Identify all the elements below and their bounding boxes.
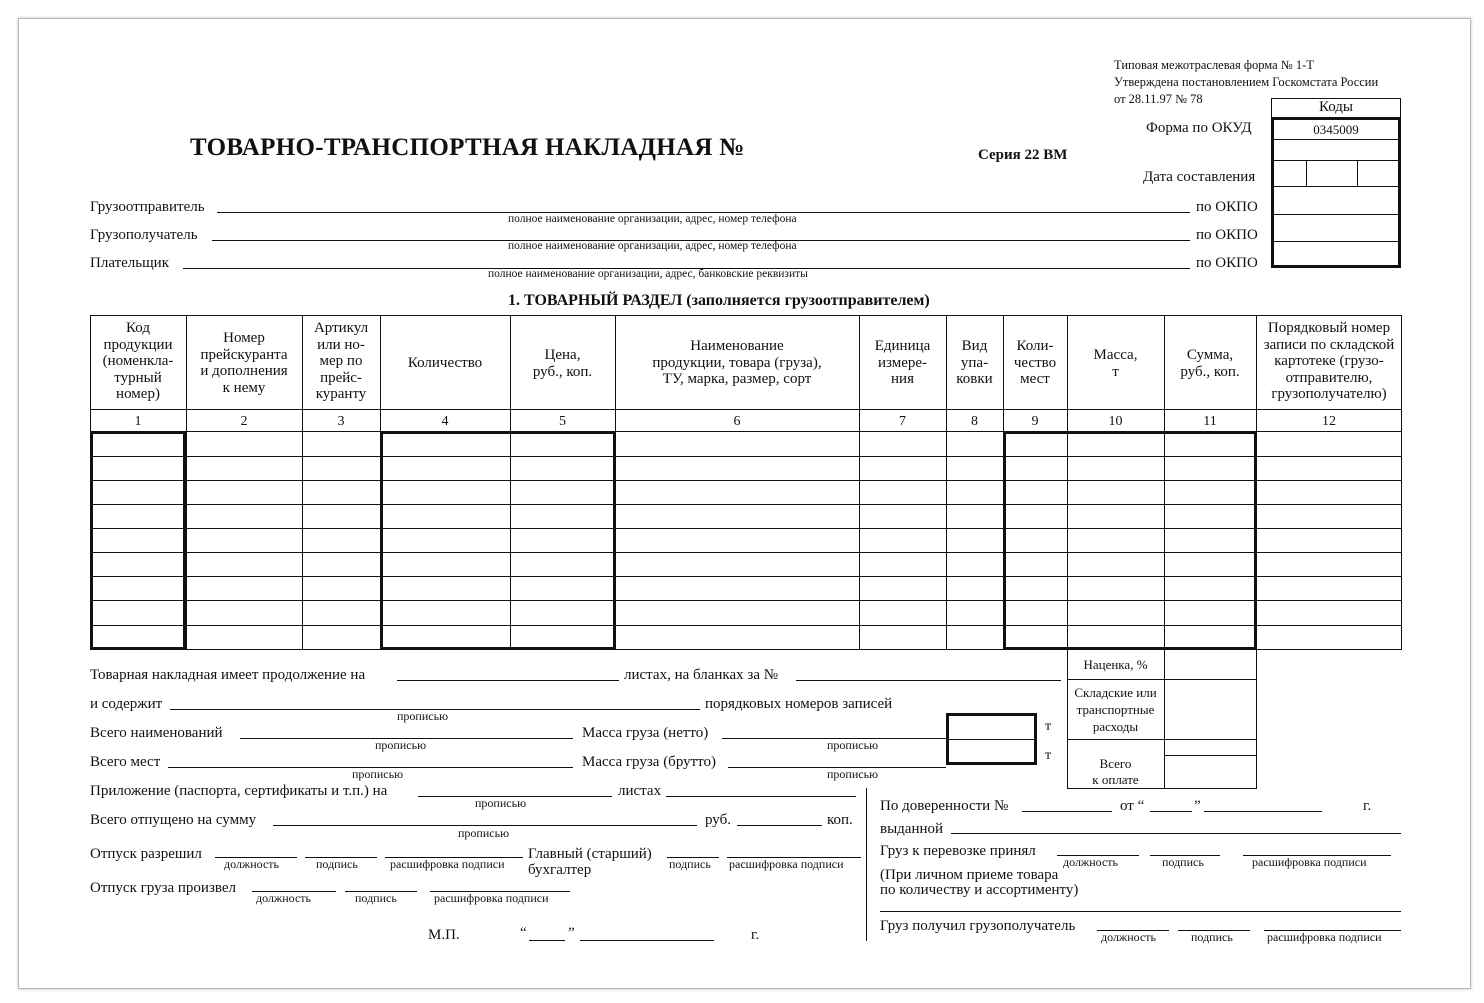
position-hint-1: должность [224,857,279,871]
payer-label: Плательщик [90,255,169,271]
in-words-hint-3: прописью [352,767,404,781]
section-title: 1. ТОВАРНЫЙ РАЗДЕЛ (заполняется грузоотправителем) [508,292,930,309]
shipper-okpo-label: по ОКПО [1196,199,1258,215]
gross-mass-label: Масса груза (брутто) [582,754,717,770]
date-label: Дата составления [1143,169,1256,185]
sheets-label: листах [618,783,662,799]
col-number-5: 5 [559,414,566,429]
released-sum-label: Всего отпущено на сумму [90,812,257,828]
col-number-4: 4 [441,414,449,429]
codes-header: Коды [1318,99,1354,115]
signature-hint-3: подпись [1162,855,1204,869]
rub-label: руб. [705,812,731,828]
form-approval-line: Утверждена постановлением Госкомстата России [1114,75,1379,89]
date-quote-close: ” [568,925,575,941]
stamp-label: М.П. [428,927,460,943]
signature-hint-accountant: подпись [669,857,711,871]
signature-hint-1: подпись [316,857,358,871]
issued-label: выданной [880,821,944,837]
position-hint-3: должность [1063,855,1118,869]
total-items-label: Всего наименований [90,725,223,741]
form-date-line: от 28.11.97 № 78 [1114,92,1203,106]
total-payment-label: Всего к оплате [1092,756,1139,787]
cargo-received-label: Груз получил грузополучатель [880,918,1076,934]
col-header-5: Цена, руб., коп. [532,347,593,380]
markup-label: Наценка, % [1083,657,1148,672]
ton-unit-gross: т [1045,748,1052,763]
col-number-12: 12 [1322,414,1336,429]
col-header-6: Наименование продукции, товара (груза), ТУ, марка, размер, сорт [652,338,822,387]
col-header-2: Номер прейскуранта и дополнения к нему [200,330,288,396]
consignee-label: Грузополучатель [90,227,198,243]
in-words-hint-5: прописью [458,826,510,840]
in-words-hint-2: прописью [375,738,427,752]
date-quote-open: “ [520,925,527,941]
col-header-3: Артикул или но- мер по прейс- куранту [313,320,369,402]
ton-unit-net: т [1045,719,1052,734]
col-header-8: Вид упа- ковки [956,338,993,387]
in-words-hint-net: прописью [827,738,879,752]
release-allowed-label: Отпуск разрешил [90,846,202,862]
decoding-hint-2: расшифровка подписи [434,891,549,905]
okud-label: Форма по ОКУД [1146,120,1252,136]
total-places-label: Всего мест [90,754,161,770]
signature-hint-4: подпись [1191,930,1233,944]
net-mass-label: Масса груза (нетто) [582,725,709,741]
release-made-label: Отпуск груза произвел [90,880,237,896]
document-title: ТОВАРНО-ТРАНСПОРТНАЯ НАКЛАДНАЯ № [190,134,745,161]
thick-block-places-sum [1003,431,1257,650]
col-number-11: 11 [1203,414,1217,429]
sheets-forms-label: листах, на бланках за № [624,667,779,683]
col-header-11: Сумма, руб., коп. [1180,347,1240,380]
cargo-accepted-label: Груз к перевозке принял [880,843,1036,859]
payer-okpo-label: по ОКПО [1196,255,1258,271]
record-numbers-label: порядковых номеров записей [705,696,893,712]
personal-acceptance-note: (При личном приеме товара по количеству и ассортименту) [880,867,1079,898]
kop-label: коп. [827,812,853,828]
in-words-hint-gross: прописью [827,767,879,781]
col-number-9: 9 [1031,414,1039,429]
col-header-1: Код продукции (номенкла- турный номер) [102,320,174,402]
col-number-8: 8 [971,414,978,429]
consignee-hint: полное наименование организации, адрес, номер телефона [508,240,797,252]
thick-block-code [90,431,186,650]
expenses-label: Складские или транспортные расходы [1074,685,1157,734]
power-of-attorney-label: По доверенности № [880,798,1009,814]
thick-block-qty-price [380,431,616,650]
year-label-left: г. [751,927,760,943]
col-header-10: Масса, т [1093,347,1138,380]
col-number-7: 7 [899,414,906,429]
decoding-hint-accountant: расшифровка подписи [729,857,844,871]
attachment-label: Приложение (паспорта, сертификаты и т.п.) на [90,783,388,799]
okud-code: 0345009 [1313,122,1359,137]
col-header-4: Количество [407,355,483,371]
series-label: Серия 22 ВМ [978,147,1068,163]
shipper-hint: полное наименование организации, адрес, номер телефона [508,213,797,225]
in-words-hint-4: прописью [475,796,527,810]
form-type-line: Типовая межотраслевая форма № 1-Т [1114,58,1314,72]
decoding-hint-3: расшифровка подписи [1252,855,1367,869]
position-hint-2: должность [256,891,311,905]
col-header-9: Коли- чество мест [1013,338,1057,387]
col-number-3: 3 [337,414,345,429]
signature-hint-2: подпись [355,891,397,905]
payer-hint: полное наименование организации, адрес, банковские реквизиты [488,268,808,280]
col-number-10: 10 [1108,414,1123,429]
from-label: от “ [1120,798,1145,814]
position-hint-4: должность [1101,930,1156,944]
col-header-12: Порядковый номер записи по складской картотеке (грузо- отправителю, грузополучателю) [1263,320,1395,402]
decoding-hint-1: расшифровка подписи [390,857,505,871]
col-number-2: 2 [240,414,248,429]
in-words-hint-1: прописью [397,709,449,723]
shipper-label: Грузоотправитель [90,199,205,215]
decoding-hint-4: расшифровка подписи [1267,930,1382,944]
col-number-6: 6 [733,414,741,429]
contains-label: и содержит [90,696,163,712]
attorney-quote-close: ” [1194,798,1201,814]
col-header-7: Единица измере- ния [874,338,931,387]
continuation-label: Товарная накладная имеет продолжение на [90,667,366,683]
col-number-1: 1 [134,414,142,429]
year-label-right: г. [1363,798,1372,814]
section-divider [866,788,867,941]
chief-accountant-label: Главный (старший) бухгалтер [528,846,652,878]
consignee-okpo-label: по ОКПО [1196,227,1258,243]
